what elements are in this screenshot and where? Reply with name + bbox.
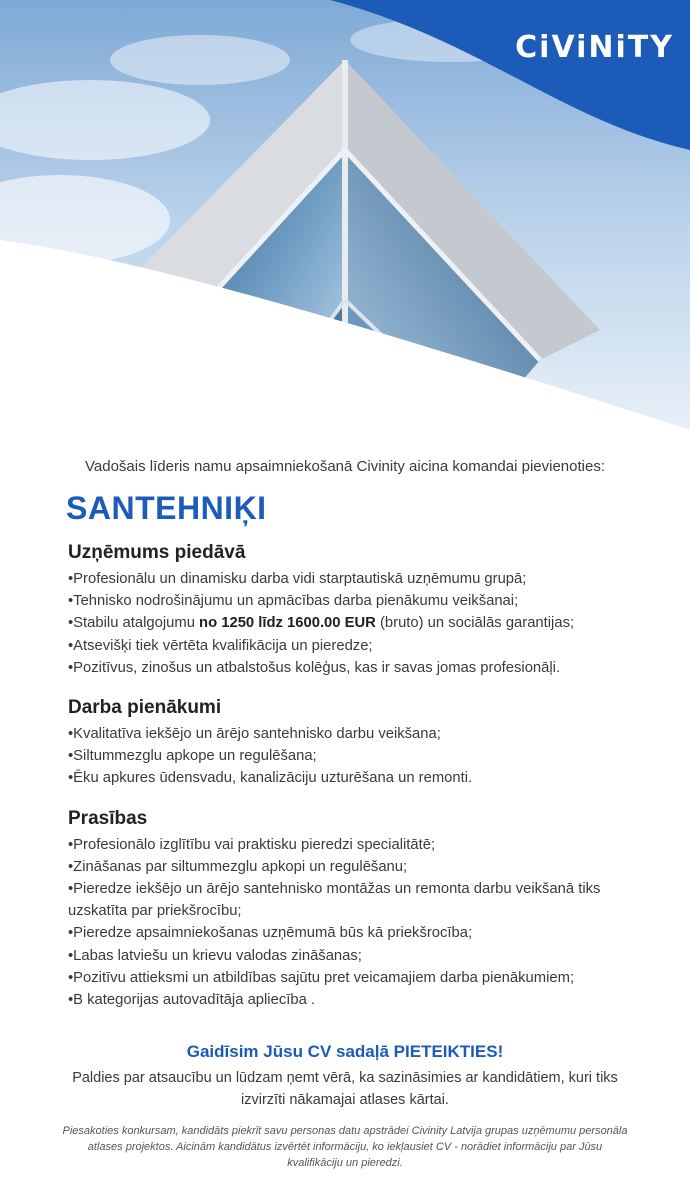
- duties-title: Darba pienākumi: [68, 697, 222, 719]
- requirement-item: •Labas latviešu un krievu valodas zināšanas;: [68, 947, 362, 964]
- requirement-item: •Pieredze apsaimniekošanas uzņēmumā būs kā priekšrocība;: [68, 925, 473, 942]
- apply-call-to-action: Gaidīsim Jūsu CV sadaļā PIETEIKTIES!: [186, 1042, 504, 1061]
- requirements-title: Prasības: [68, 807, 148, 829]
- hero-image: [0, 0, 690, 430]
- requirements-section: [68, 806, 628, 1012]
- requirement-item: •B kategorijas autovadītāja apliecība .: [68, 992, 316, 1009]
- salary-suffix: (bruto) un sociālās garantijas;: [375, 615, 575, 632]
- duty-item: •Siltummezglu apkope un regulēšana;: [68, 748, 317, 765]
- duty-item: •Ēku apkures ūdensvadu, kanalizāciju uzturēšana un remonti.: [68, 770, 473, 787]
- privacy-disclaimer: Piesakoties konkursam, kandidāts piekrīt savu personas datu apstrādei Civinity Latvija grupas uzņēmumu personāla atlases projektos. Aicinām kandidātus izvērtēt informāciju, ko iekļausiet CV - norādiet informāciju par Jūsu kvalifikāciju un pieredzi.: [62, 1125, 628, 1169]
- offer-item-salary: [68, 612, 628, 634]
- requirement-item: •Pieredze iekšējo un ārējo santehnisko montāžas un remonta darbu veikšanā tiks uzskatīta par priekšrocību;: [68, 881, 601, 920]
- intro-text: Vadošais līderis namu apsaimniekošanā Civinity aicina komandai pievienoties:: [85, 458, 605, 475]
- offer-item: •Tehnisko nodrošinājumu un apmācības darba pienākumu veikšanai;: [68, 593, 519, 610]
- duty-item: •Kvalitatīva iekšējo un ārējo santehnisko darbu veikšana;: [68, 726, 441, 743]
- salary-prefix: •Stabilu atalgojumu: [68, 615, 200, 632]
- civinity-logo: CiViNiTY: [515, 30, 674, 65]
- offer-title: Uzņēmums piedāvā: [68, 542, 246, 563]
- requirement-item: •Zināšanas par siltummezglu apkopi un regulēšanu;: [68, 858, 408, 875]
- job-title: SANTEHNIĶI: [66, 490, 267, 526]
- job-content: [68, 540, 628, 1027]
- offer-item: •Profesionālu un dinamisku darba vidi starptautiskā uzņēmumu grupā;: [68, 571, 527, 587]
- duties-section: [68, 695, 628, 790]
- salary-range: no 1250 līdz 1600.00 EUR: [199, 615, 376, 632]
- offer-section: [68, 540, 628, 679]
- requirement-item: •Pozitīvu attieksmi un atbildības sajūtu pret veicamajiem darba pienākumiem;: [68, 969, 575, 986]
- offer-item: •Pozitīvus, zinošus un atbalstošus kolēģus, kas ir savas jomas profesionāļi.: [68, 659, 561, 676]
- offer-item: •Atsevišķi tiek vērtēta kvalifikācija un pieredze;: [68, 637, 373, 654]
- requirement-item: •Profesionālo izglītību vai praktisku pieredzi specialitātē;: [68, 836, 436, 853]
- thanks-text: Paldies par atsaucību un lūdzam ņemt vērā, ka sazināsimies ar kandidātiem, kuri tiks izvirzīti nākamajai atlases kārtai.: [72, 1070, 618, 1108]
